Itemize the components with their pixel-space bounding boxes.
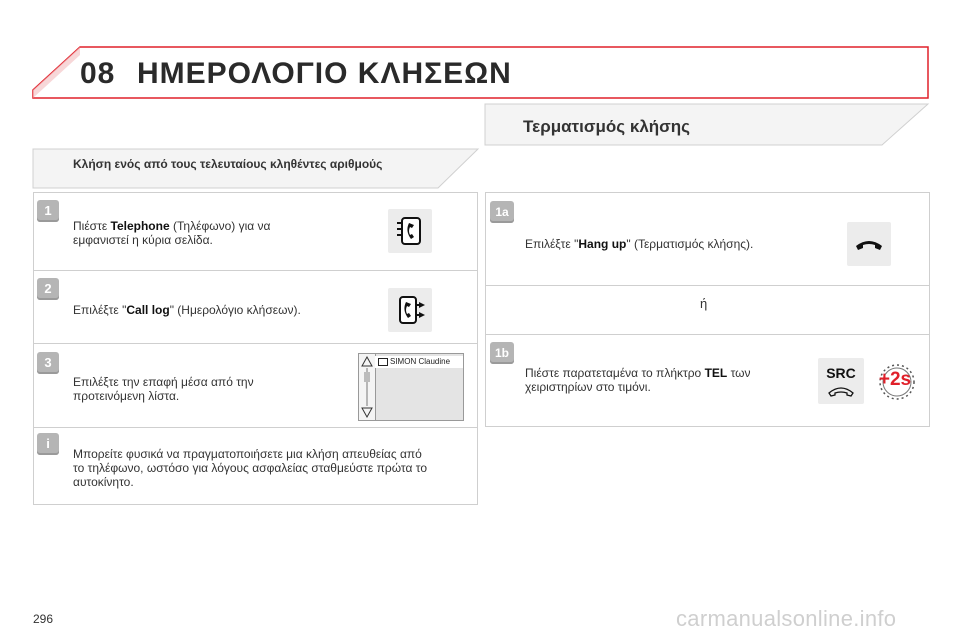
hang-up-icon (847, 222, 891, 266)
step-1-text (73, 219, 373, 247)
step-1-text-pre: Πιέστε (73, 219, 111, 233)
phone-book-icon (388, 209, 432, 253)
divider (33, 427, 478, 428)
or-separator: ή (700, 296, 708, 311)
info-badge: i (37, 433, 59, 455)
step-badge-1b: 1b (490, 342, 514, 364)
info-line3: αυτοκίνητο. (73, 475, 134, 489)
info-text (73, 447, 473, 489)
divider (485, 334, 930, 335)
steering-src-button (818, 358, 864, 404)
divider (485, 285, 930, 286)
step-1a-text-pre: Επιλέξτε " (525, 237, 579, 251)
page-number: 296 (33, 612, 54, 626)
call-log-icon (388, 288, 432, 332)
step-1b-text-bold: TEL (704, 366, 728, 380)
section-title-redial: Κλήση ενός από τους τελευταίους κληθέντες αριθμούς (73, 157, 383, 171)
step-1b-text-line2: χειριστηρίων στο τιμόνι. (525, 380, 651, 394)
step-badge-1: 1 (37, 200, 59, 222)
screen-scroll-column (359, 354, 376, 420)
step-2-text-post: " (Ημερολόγιο κλήσεων). (169, 303, 301, 317)
step-1b-text (525, 366, 805, 394)
step-3-text-line1: Επιλέξτε την επαφή μέσα από την (73, 375, 254, 389)
step-badge-2: 2 (37, 278, 59, 300)
step-2-text-bold: Call log (126, 303, 170, 317)
src-label: SRC (826, 365, 856, 381)
divider (33, 343, 478, 344)
step-1b-text-pre: Πιέστε παρατεταμένα το πλήκτρο (525, 366, 705, 380)
contact-list-screen (358, 353, 464, 421)
step-badge-1a: 1a (490, 201, 514, 223)
contact-card-icon (378, 358, 388, 366)
chapter-number: 08 (80, 57, 116, 90)
section-title-end-call: Τερματισμός κλήσης (523, 117, 691, 136)
chapter-title: ΗΜΕΡΟΛΟΓΙΟ ΚΛΗΣΕΩΝ (137, 57, 512, 90)
step-1-text-post: (Τηλέφωνο) για να (169, 219, 271, 233)
hold-duration-label: +2s (878, 369, 912, 390)
step-1a-text-post: " (Τερματισμός κλήσης). (626, 237, 754, 251)
step-2-text-pre: Επιλέξτε " (73, 303, 127, 317)
contact-name: SIMON Claudine (390, 357, 451, 366)
handset-icon (827, 385, 855, 397)
step-1a-text (525, 237, 825, 251)
info-line2: το τηλέφωνο, ωστόσο για λόγους ασφαλείας σταθμεύστε πρώτα το (73, 461, 427, 475)
watermark: carmanualsonline.info (676, 606, 897, 631)
step-2-text (73, 303, 373, 317)
info-line1: Μπορείτε φυσικά να πραγματοποιήσετε μια κλήση απευθείας από (73, 447, 422, 461)
step-1-text-bold: Telephone (110, 219, 170, 233)
divider (33, 270, 478, 271)
step-badge-3: 3 (37, 352, 59, 374)
step-3-text (73, 375, 353, 403)
step-1b-text-post: των (727, 366, 751, 380)
step-1-text-line2: εμφανιστεί η κύρια σελίδα. (73, 233, 213, 247)
contact-row[interactable] (375, 356, 463, 368)
step-1a-text-bold: Hang up (578, 237, 627, 251)
step-3-text-line2: προτεινόμενη λίστα. (73, 389, 180, 403)
hold-timer-badge (872, 360, 918, 404)
